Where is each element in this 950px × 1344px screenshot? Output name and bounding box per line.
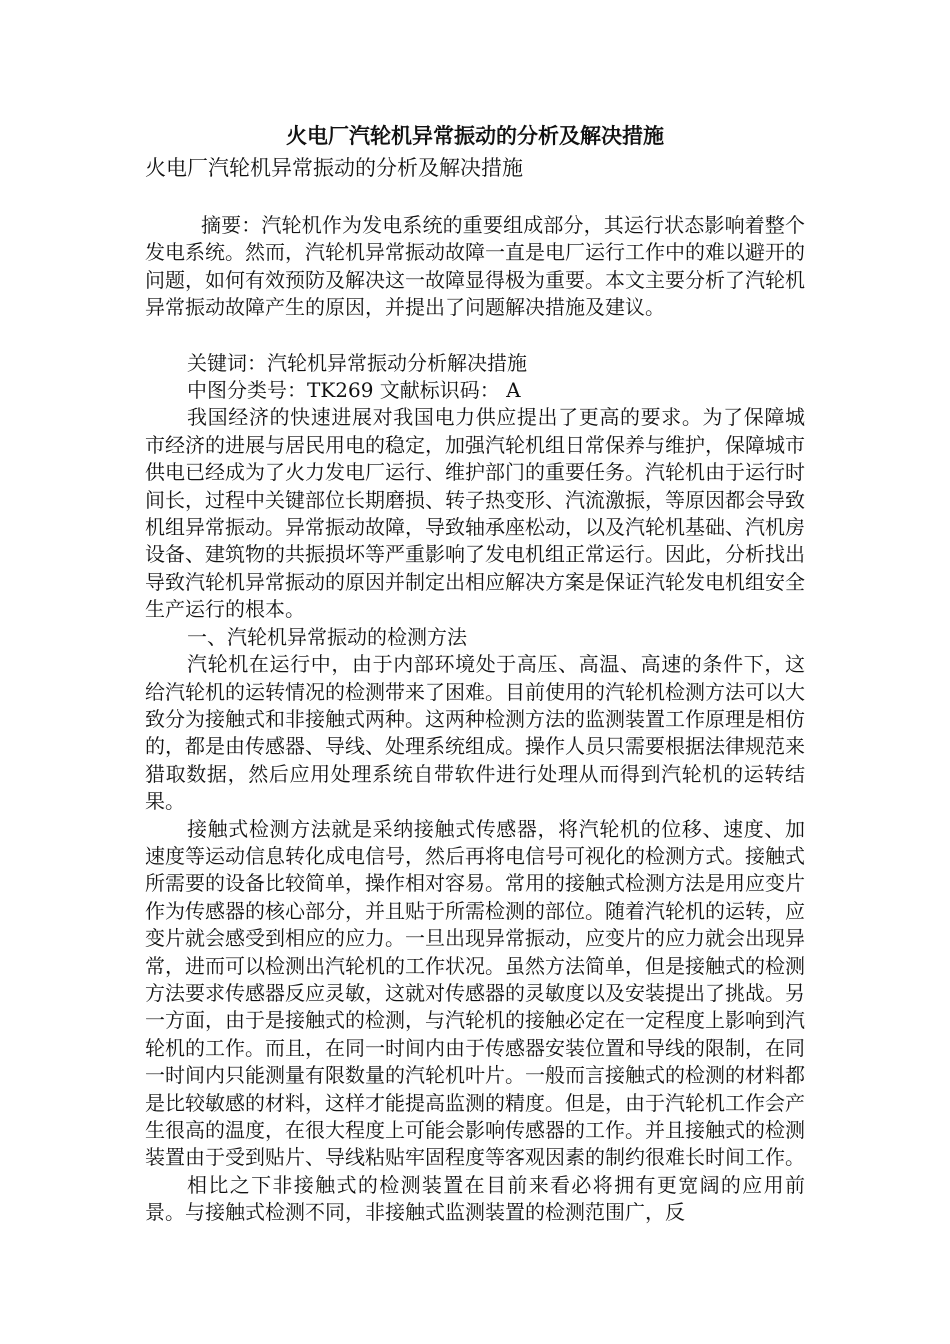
document-title: 火电厂汽轮机异常振动的分析及解决措施: [286, 123, 664, 148]
body-paragraph: 相比之下非接触式的检测装置在目前来看必将拥有更宽阔的应用前景。与接触式检测不同，非接触式监测装置的检测范围广，反: [145, 1172, 805, 1225]
classification-line: 中图分类号：TK269 文献标识码： A: [187, 378, 521, 403]
spacer: [145, 184, 805, 212]
document-page: [145, 120, 805, 1227]
body-paragraph: 汽轮机在运行中，由于内部环境处于高压、高温、高速的条件下，这给汽轮机的运转情况的检测带来了困难。目前使用的汽轮机检测方法可以大致分为接触式和非接触式两种。这两种检测方法的监测装置工作原理是相仿的，都是由传感器、导线、处理系统组成。操作人员只需要根据法律规范来猎取数据，然后应用处理系统自带软件进行处理从而得到汽轮机的运转结果。: [145, 652, 805, 814]
section-heading: 一、汽轮机异常振动的检测方法: [187, 624, 467, 649]
spacer: [145, 322, 805, 350]
intro-paragraph: 我国经济的快速进展对我国电力供应提出了更高的要求。为了保障城市经济的进展与居民用电的稳定，加强汽轮机组日常保养与维护，保障城市供电已经成为了火力发电厂运行、维护部门的重要任务。汽轮机由于运行时间长，过程中关键部位长期磨损、转子热变形、汽流激振，等原因都会导致机组异常振动。异常振动故障，导致轴承座松动，以及汽轮机基础、汽机房设备、建筑物的共振损坏等严重影响了发电机组正常运行。因此，分析找出导致汽轮机异常振动的原因并制定出相应解决方案是保证汽轮发电机组安全生产运行的根本。: [145, 405, 805, 622]
body-paragraph: 接触式检测方法就是采纳接触式传感器，将汽轮机的位移、速度、加速度等运动信息转化成电信号，然后再将电信号可视化的检测方式。接触式所需要的设备比较简单，操作相对容易。常用的接触式检测方法是用应变片作为传感器的核心部分，并且贴于所需检测的部位。随着汽轮机的运转，应变片就会感受到相应的应力。一旦出现异常振动，应变片的应力就会出现异常，进而可以检测出汽轮机的工作状况。虽然方法简单，但是接触式的检测方法要求传感器反应灵敏，这就对传感器的灵敏度以及安装提出了挑战。另一方面，由于是接触式的检测，与汽轮机的接触必定在一定程度上影响到汽轮机的工作。而且，在同一时间内由于传感器安装位置和导线的限制，在同一时间内只能测量有限数量的汽轮机叶片。一般而言接触式的检测的材料都是比较敏感的材料，这样才能提高监测的精度。但是，由于汽轮机工作会产生很高的温度，在很大程度上可能会影响传感器的工作。并且接触式的检测装置由于受到贴片、导线粘贴牢固程度等客观因素的制约很难长时间工作。: [145, 816, 805, 1170]
keywords-line: 关键词：汽轮机异常振动分析解决措施: [187, 350, 527, 375]
document-subtitle: 火电厂汽轮机异常振动的分析及解决措施: [145, 156, 523, 180]
abstract-paragraph: 摘要：汽轮机作为发电系统的重要组成部分，其运行状态影响着整个发电系统。然而，汽轮机异常振动故障一直是电厂运行工作中的难以避开的问题，如何有效预防及解决这一故障显得极为重要。本文主要分析了汽轮机异常振动故障产生的原因，并提出了问题解决措施及建议。: [145, 213, 805, 320]
